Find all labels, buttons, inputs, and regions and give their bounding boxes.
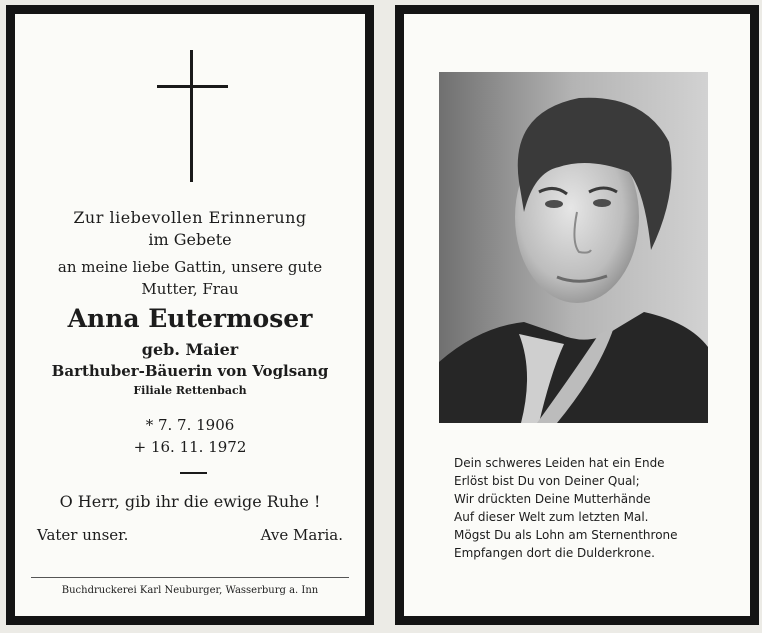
cross-icon xyxy=(190,50,193,182)
parish: Filiale Rettenbach xyxy=(133,384,247,397)
poem-line: Empfangen dort die Dulderkrone. xyxy=(454,546,655,560)
footer-rule xyxy=(31,577,349,578)
dedication-line-1: Zur liebevollen Erinnerung xyxy=(73,208,307,227)
birth-date: * 7. 7. 1906 xyxy=(145,416,235,434)
poem-line: Dein schweres Leiden hat ein Ende xyxy=(454,456,665,470)
portrait-photo xyxy=(439,72,708,423)
maiden-name: geb. Maier xyxy=(141,340,239,359)
prayer-our-father: Vater unser. xyxy=(37,526,129,544)
prayer-line: O Herr, gib ihr die ewige Ruhe ! xyxy=(59,492,321,511)
prayer-hail-mary: Ave Maria. xyxy=(260,526,343,544)
dedication-line-4: Mutter, Frau xyxy=(141,280,239,298)
memorial-card-back xyxy=(395,5,759,625)
poem-line: Wir drückten Deine Mutterhände xyxy=(454,492,651,506)
cross-icon-bar xyxy=(157,85,228,88)
deceased-name: Anna Eutermoser xyxy=(67,304,313,333)
memorial-card-front xyxy=(6,5,374,625)
divider xyxy=(180,472,207,474)
poem-line: Mögst Du als Lohn am Sternenthrone xyxy=(454,528,678,542)
death-date: + 16. 11. 1972 xyxy=(133,438,247,456)
poem-line: Auf dieser Welt zum letzten Mal. xyxy=(454,510,649,524)
printer-credit: Buchdruckerei Karl Neuburger, Wasserburg a. Inn xyxy=(61,585,319,596)
farm-title: Barthuber-Bäuerin von Voglsang xyxy=(51,362,329,380)
dedication-line-3: an meine liebe Gattin, unsere gute xyxy=(57,258,323,276)
dedication-line-2: im Gebete xyxy=(148,230,232,249)
poem-line: Erlöst bist Du von Deiner Qual; xyxy=(454,474,640,488)
